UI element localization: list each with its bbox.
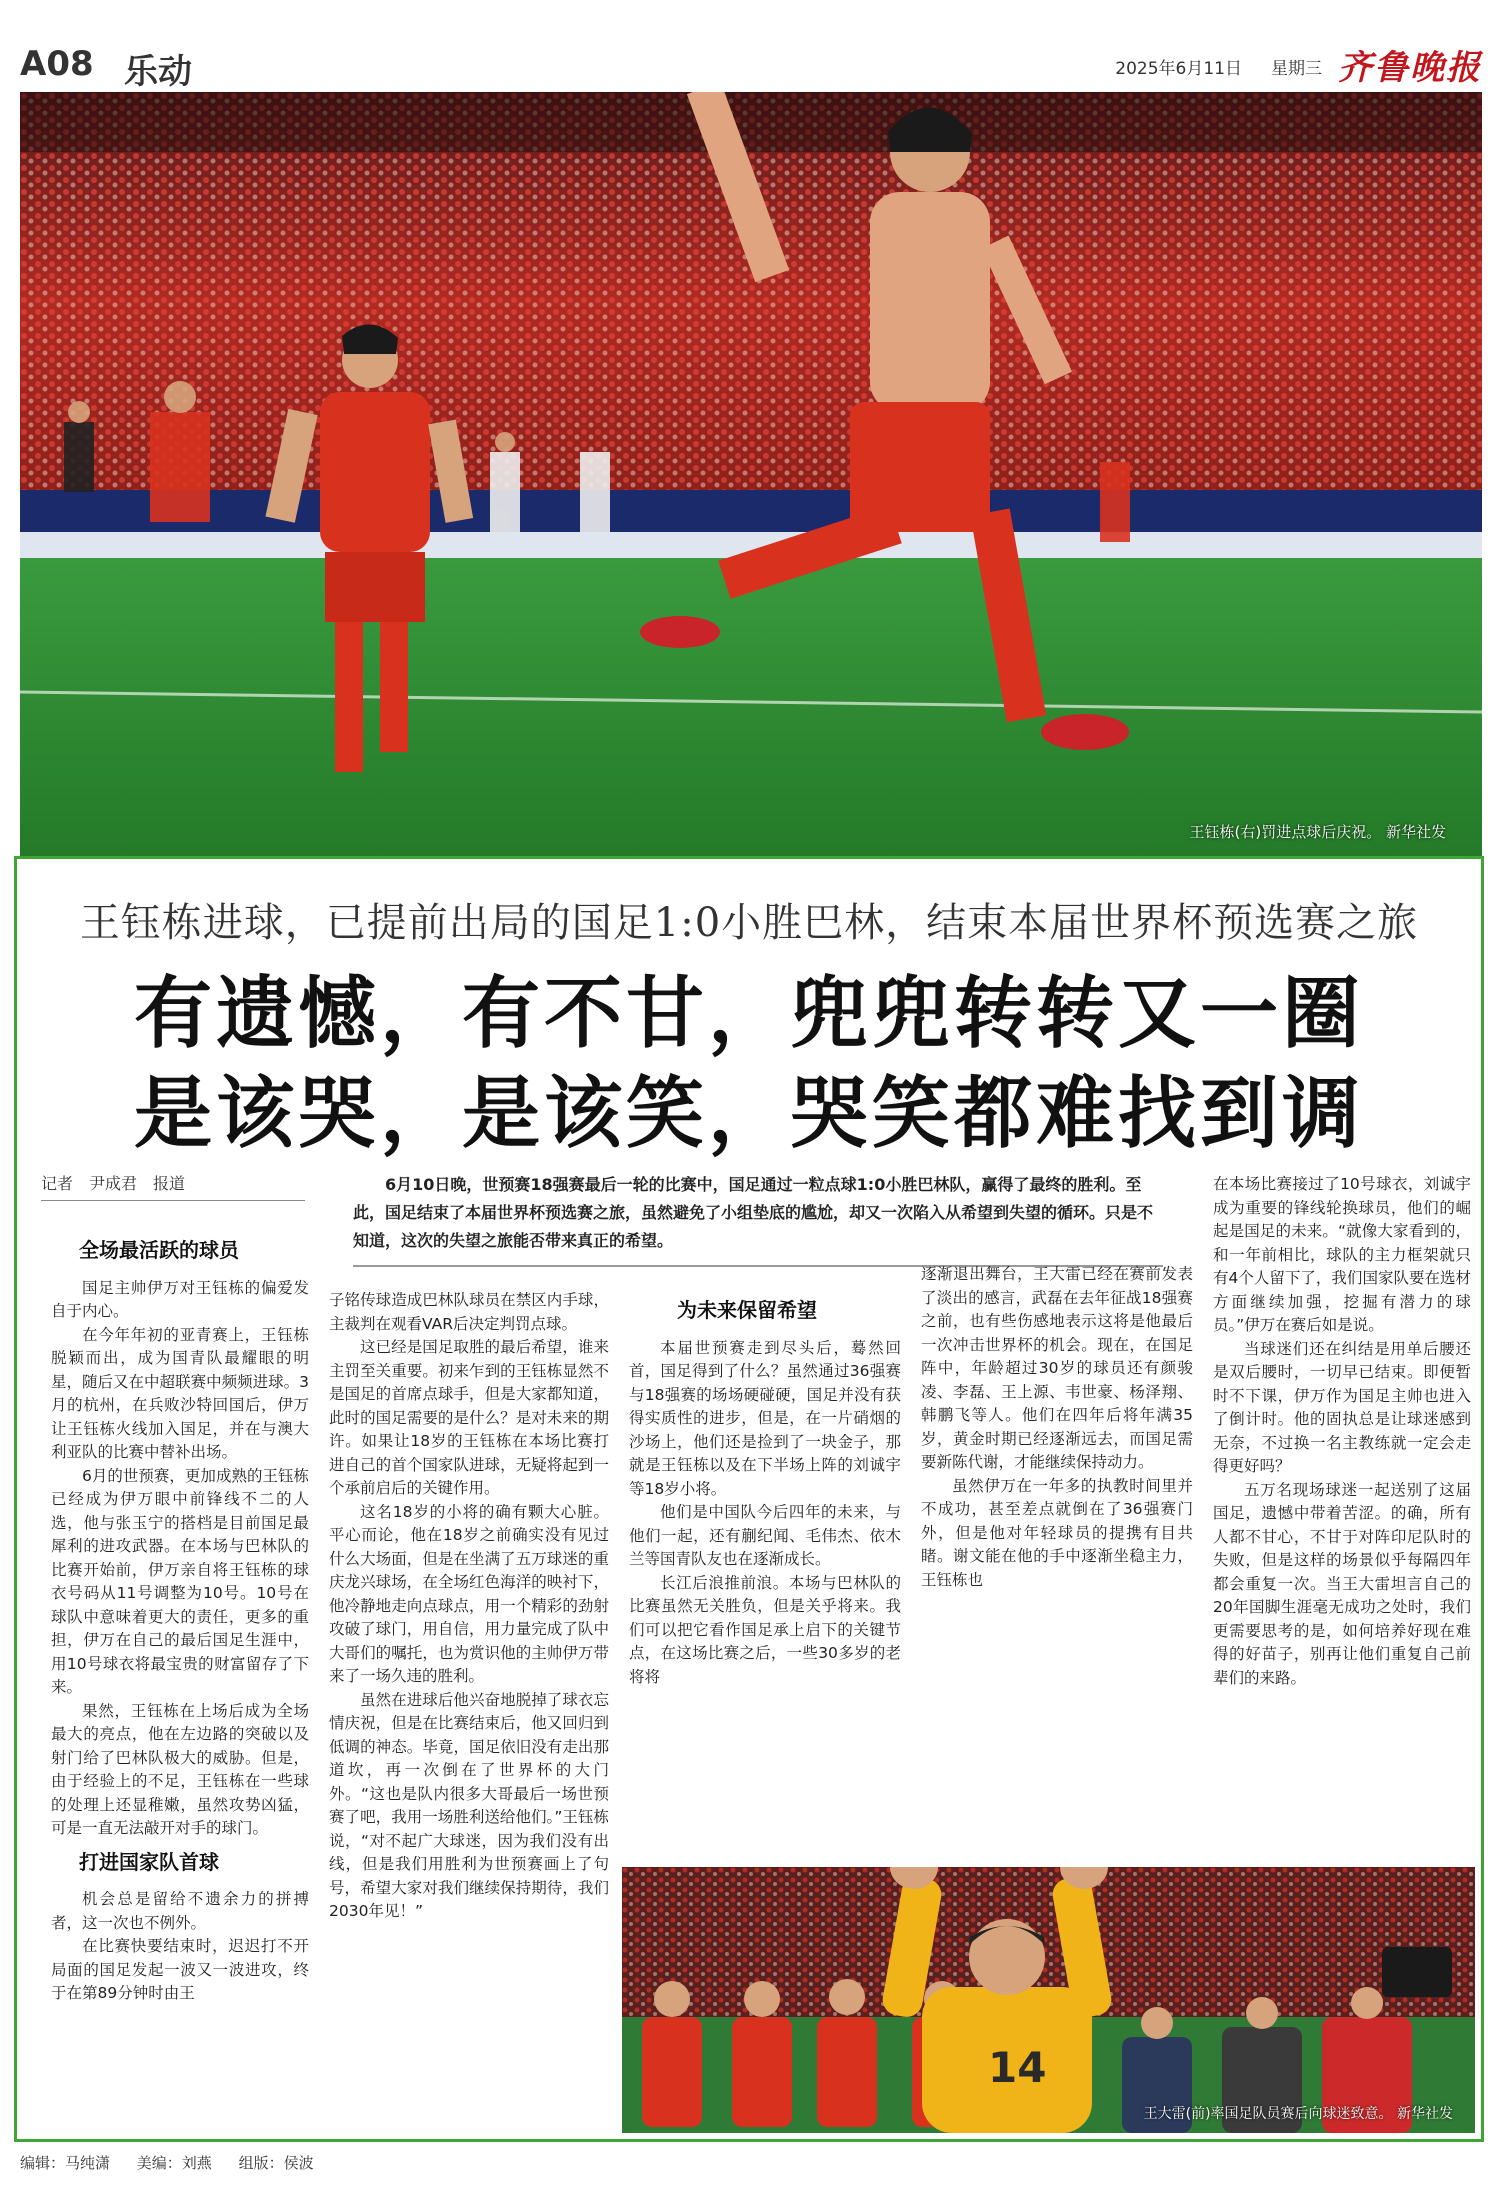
designer-credit: 美编：刘燕 [136,2154,212,2172]
page-number: A08 [20,44,94,84]
byline: 记者 尹成君 报道 [41,1171,305,1201]
column-1 [51,1229,309,2129]
paragraph: 长江后浪推前浪。本场与巴林队的比赛虽然无关胜负，但是关乎将来。我们可以把它看作国足承上启下的关键节点，在这场比赛之后，一些30多岁的老将将 [629,1573,901,1686]
paragraph: 本届世预赛走到尽头后，蓦然回首，国足得到了什么？虽然通过36强赛与18强赛的场场硬碰硬，国足并没有获得实质性的进步，但是，在一片硝烟的沙场上，他们还是捡到了一块金子，那就是王钰栋以及在下半场上阵的刘诚宇等18岁小将。 [629,1338,901,1498]
goalkeeper-photo [622,1867,1475,2133]
jersey-number: 14 [988,2043,1047,2092]
column-5 [1213,1173,1471,1933]
celebration-photo-art [20,92,1482,856]
paragraph: 这已经是国足取胜的最后希望，谁来主罚至关重要。初来乍到的王钰栋显然不是国足的首席点球手，但是大家都知道，此时的国足需要的是什么？是对未来的期许。如果让18岁的王钰栋在本场比赛打进自己的首个国家队进球，无疑将起到一个承前启后的关键作用。 [329,1338,609,1497]
celebration-photo [20,92,1482,856]
article-headline-line2: 是该哭，是该笑，哭笑都难找到调 [133,1068,1364,1159]
section-name: 乐动 [124,52,192,92]
paragraph: 他们是中国队今后四年的未来，与他们一起，还有蒯纪闻、毛伟杰、依木兰等国青队友也在逐渐成长。 [629,1503,901,1568]
subheading: 为未来保留希望 [677,1298,817,1322]
paragraph: 逐渐退出舞台，王大雷已经在赛前发表了淡出的感言，武磊在去年征战18强赛之前，也有些伤感地表示这将是他最后一次冲击世界杯的机会。现在，在国足阵中，年龄超过30岁的球员还有颜骏凌、李磊、王上源、韦世豪、杨泽翔、韩鹏飞等人。他们在四年后将年满35岁，黄金时期已经逐渐远去，而国足需要新陈代谢，才能继续保持动力。 [921,1265,1193,1471]
layout-credit: 组版：侯波 [238,2154,314,2172]
paragraph: 子铭传球造成巴林队球员在禁区内手球，主裁判在观看VAR后决定判罚点球。 [329,1291,609,1333]
page-header [20,40,1482,92]
paragraph: 机会总是留给不遗余力的拼搏者，这一次也不例外。 [51,1890,309,1932]
issue-weekday: 星期三 [1271,59,1322,79]
column-2 [329,1289,609,2109]
goalkeeper-photo-art [622,1867,1475,2133]
paragraph: 当球迷们还在纠结是用单后腰还是双后腰时，一切早已结束。即便暂时不下课，伊万作为国足主帅也进入了倒计时。他的固执总是让球迷感到无奈，不过换一名主教练就一定会走得更好吗？ [1213,1339,1471,1475]
issue-date: 2025年6月11日 [1115,59,1242,79]
newspaper-logo: 齐鲁晚报 [1338,48,1482,88]
subheading: 打进国家队首球 [79,1849,219,1874]
paragraph: 虽然伊万在一年多的执教时间里并不成功，甚至差点就倒在了36强赛门外，但是他对年轻球员的提携有目共睹。谢文能在他的手中逐渐坐稳主力，王钰栋也 [921,1476,1193,1589]
article-lead: 6月10日晚，世预赛18强赛最后一轮的比赛中，国足通过一粒点球1:0小胜巴林队，赢得了最终的胜利。至此，国足结束了本届世界杯预选赛之旅，虽然避免了小组垫底的尴尬，却又一次陷入从希望到失望的循环。只是不知道，这次的失望之旅能否带来真正的希望。 [353,1171,1163,1267]
column-4 [921,1263,1193,1643]
article-subtitle: 王钰栋进球，已提前出局的国足1:0小胜巴林，结束本届世界杯预选赛之旅 [79,900,1419,946]
editor-credit: 编辑：马纯潇 [20,2154,111,2172]
article-frame [14,856,1484,2142]
photo-caption: 王钰栋(右)罚进点球后庆祝。 新华社发 [1189,823,1446,841]
paragraph: 在今年年初的亚青赛上，王钰栋脱颖而出，成为国青队最耀眼的明星，随后又在中超联赛中频频进球。3月的杭州，在兵败沙特回国后，伊万让王钰栋火线加入国足，并在与澳大利亚队的比赛中替补出场。 [51,1325,309,1461]
paragraph: 五万名现场球迷一起送别了这届国足，遗憾中带着苦涩。的确，所有人都不甘心，不甘于对阵印尼队时的失败，但是这样的场景似乎每隔四年都会重复一次。当王大雷坦言自己的20年国脚生涯毫无成功之处时，我们更需要思考的是，如何培养好现在难得的好苗子，别再让他们重复自己前辈们的来路。 [1213,1480,1471,1687]
article-headline-line1: 有遗憾，有不甘，兜兜转转又一圈 [133,968,1364,1059]
paragraph: 国足主帅伊万对王钰栋的偏爱发自于内心。 [51,1278,309,1320]
paragraph: 虽然在进球后他兴奋地脱掉了球衣忘情庆祝，但是在比赛结束后，他又回归到低调的神态。毕竟，国足依旧没有走出那道坎，再一次倒在了世界杯的大门外。“这也是队内很多大哥最后一场世预赛了吧，我用一场胜利送给他们。”王钰栋说，“对不起广大球迷，因为我们没有出线，但是我们用胜利为世预赛画上了句号，希望大家对我们继续保持期待，我们2030年见！” [329,1690,609,1920]
column-3 [629,1289,901,1686]
paragraph: 6月的世预赛，更加成熟的王钰栋已经成为伊万眼中前锋线不二的人选，他与张玉宁的搭档是目前国足最犀利的进攻武器。在本场与巴林队的比赛开始前，伊万亲自将王钰栋的球衣号码从11号调整为10号。10号在球队中意味着更大的责任，更多的重担，伊万在自己的最后国足生涯中，用10号球衣将最宝贵的财富留存了下来。 [51,1466,309,1696]
paragraph: 在比赛快要结束时，迟迟打不开局面的国足发起一波又一波进攻，终于在第89分钟时由王 [51,1937,309,2002]
photo-caption: 王大雷(前)率国足队员赛后向球迷致意。 新华社发 [1143,2106,1453,2122]
paragraph: 这名18岁的小将的确有颗大心脏。平心而论，他在18岁之前确实没有见过什么大场面，但是在坐满了五万球迷的重庆龙兴球场，在全场红色海洋的映衬下，他冷静地走向点球点，用一个精彩的劲射攻破了球门，用自信，用力量完成了队中大哥们的嘱托，也为赏识他的主帅伊万带来了一场久违的胜利。 [329,1502,609,1685]
subheading: 全场最活跃的球员 [79,1238,239,1262]
paragraph: 在本场比赛接过了10号球衣，刘诚宇成为重要的锋线轮换球员，他们的崛起是国足的未来。“就像大家看到的，和一年前相比，球队的主力框架就只有4个人留下了，我们国家队要在选材方面继续加强，挖掘有潜力的球员。”伊万在赛后如是说。 [1213,1175,1471,1334]
page-footer [20,2152,1482,2173]
paragraph: 果然，王钰栋在上场后成为全场最大的亮点，他在左边路的突破以及射门给了巴林队极大的威胁。但是，由于经验上的不足，王钰栋在一些球的处理上还显稚嫩，虽然攻势凶猛，可是一直无法敲开对手的球门。 [51,1701,309,1837]
